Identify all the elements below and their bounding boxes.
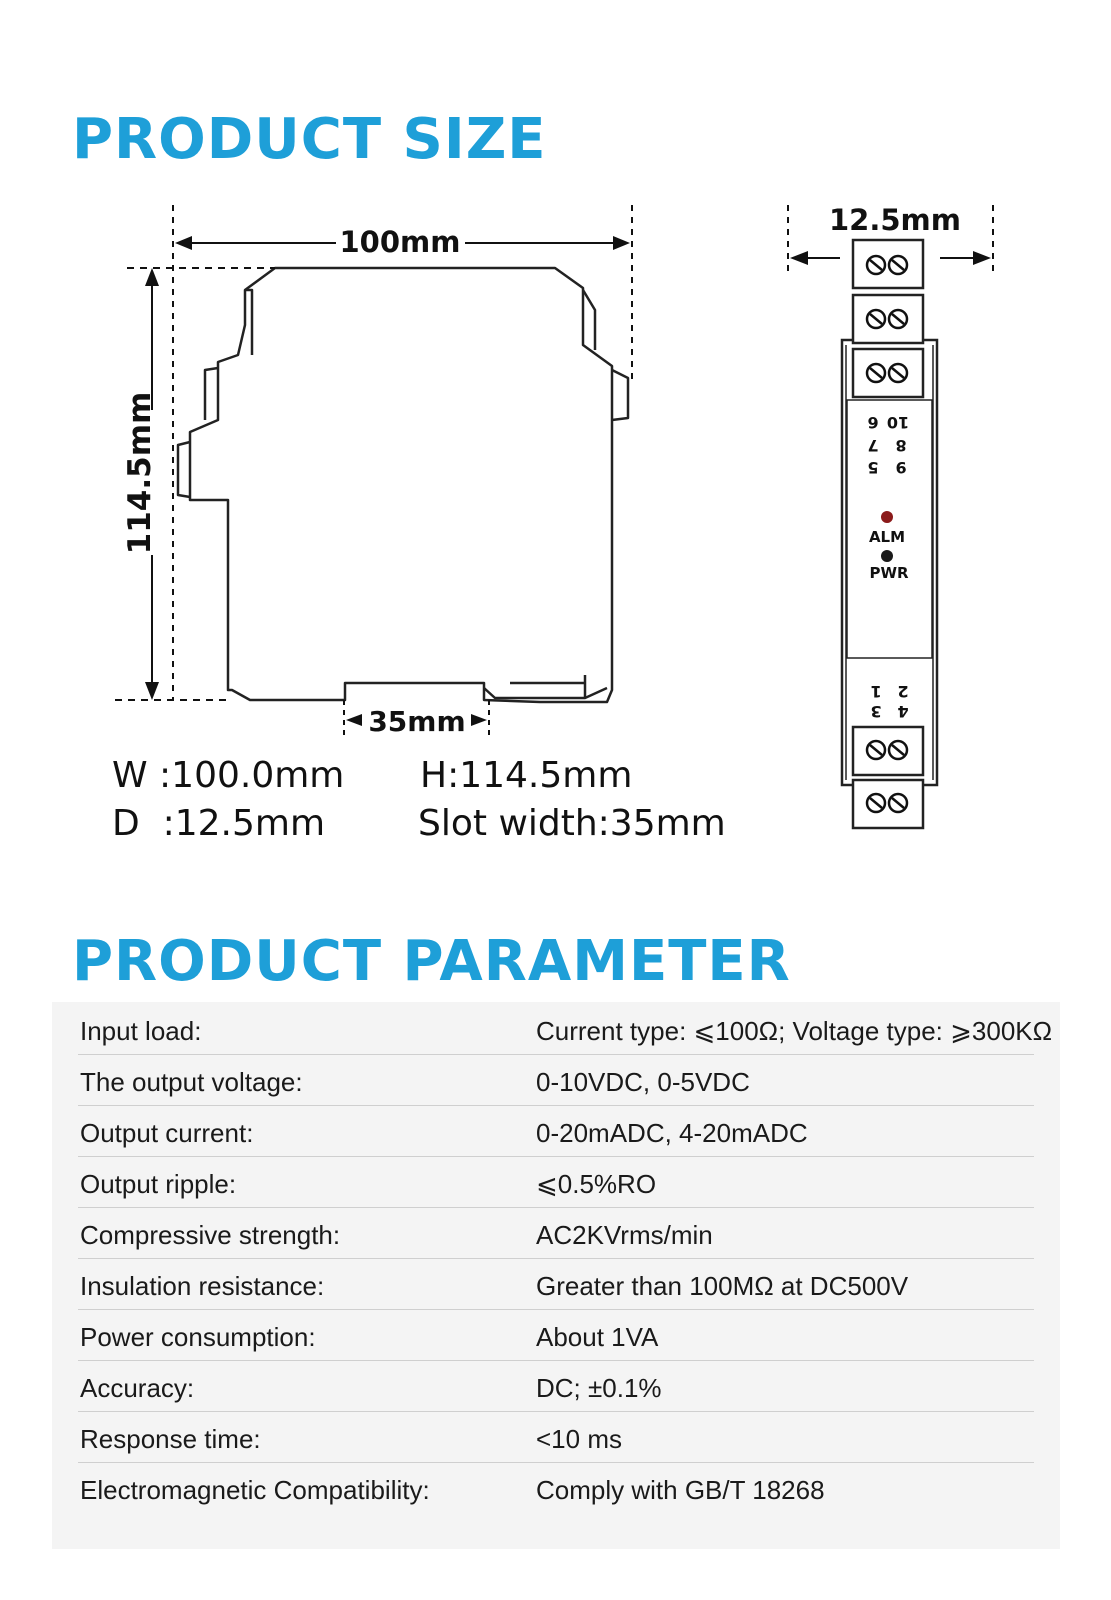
param-value: Current type: ⩽100Ω; Voltage type: ⩾300KΩ [536,1016,1053,1046]
table-row [78,1410,1034,1463]
table-row [78,1461,1034,1513]
param-value: Comply with GB/T 18268 [536,1475,825,1505]
svg-text:1: 1 [870,682,882,701]
svg-text:2: 2 [897,682,909,701]
svg-text:5: 5 [867,458,879,477]
dimension-height: H:114.5mm [420,755,633,796]
pwr-led-label: PWR [869,564,909,582]
param-value: 0-10VDC, 0-5VDC [536,1067,750,1097]
param-value: About 1VA [536,1322,659,1352]
parameter-table [52,1002,1060,1549]
alm-led-icon [881,511,893,523]
param-label: Compressive strength: [80,1220,341,1250]
table-row [78,1308,1034,1361]
table-row [78,1104,1034,1157]
param-label: Output current: [80,1118,254,1148]
dimension-slot-width: Slot width:35mm [418,803,726,844]
table-row [78,1206,1034,1259]
side-view-outline [178,268,628,702]
param-label: Response time: [80,1424,261,1454]
param-label: The output voltage: [80,1067,303,1097]
param-value: 0-20mADC, 4-20mADC [536,1118,808,1148]
param-value: AC2KVrms/min [536,1220,713,1250]
param-label: Power consumption: [80,1322,316,1352]
dim-depth-label: 12.5mm [829,203,961,237]
product-size-heading: PRODUCT SIZE [72,107,547,172]
table-row [78,1155,1034,1208]
param-label: Electromagnetic Compatibility: [80,1475,430,1505]
param-label: Insulation resistance: [80,1271,325,1301]
table-row [78,1359,1034,1412]
table-row [78,1002,1053,1055]
svg-text:9: 9 [895,458,907,477]
param-label: Accuracy: [80,1373,195,1403]
svg-text:10: 10 [886,413,910,432]
dim-slot-label: 35mm [368,705,466,738]
pwr-led-icon [881,550,893,562]
param-label: Output ripple: [80,1169,237,1199]
param-value: ⩽0.5%RO [536,1169,657,1199]
table-row [78,1257,1034,1310]
svg-text:4: 4 [897,702,909,721]
dimension-depth: D :12.5mm [112,803,326,844]
dim-width-label: 100mm [339,225,461,259]
svg-text:6: 6 [867,413,879,432]
param-value: <10 ms [536,1424,622,1454]
param-value: Greater than 100MΩ at DC500V [536,1271,909,1301]
svg-text:8: 8 [895,436,907,455]
svg-text:7: 7 [867,436,879,455]
dimension-width: W :100.0mm [112,755,345,796]
param-value: DC; ±0.1% [536,1373,662,1403]
param-label: Input load: [80,1016,202,1046]
dim-height-label: 114.5mm [122,391,158,555]
product-parameter-heading: PRODUCT PARAMETER [72,929,791,994]
table-row [78,1053,1034,1106]
alm-led-label: ALM [868,528,906,546]
svg-text:3: 3 [870,702,882,721]
